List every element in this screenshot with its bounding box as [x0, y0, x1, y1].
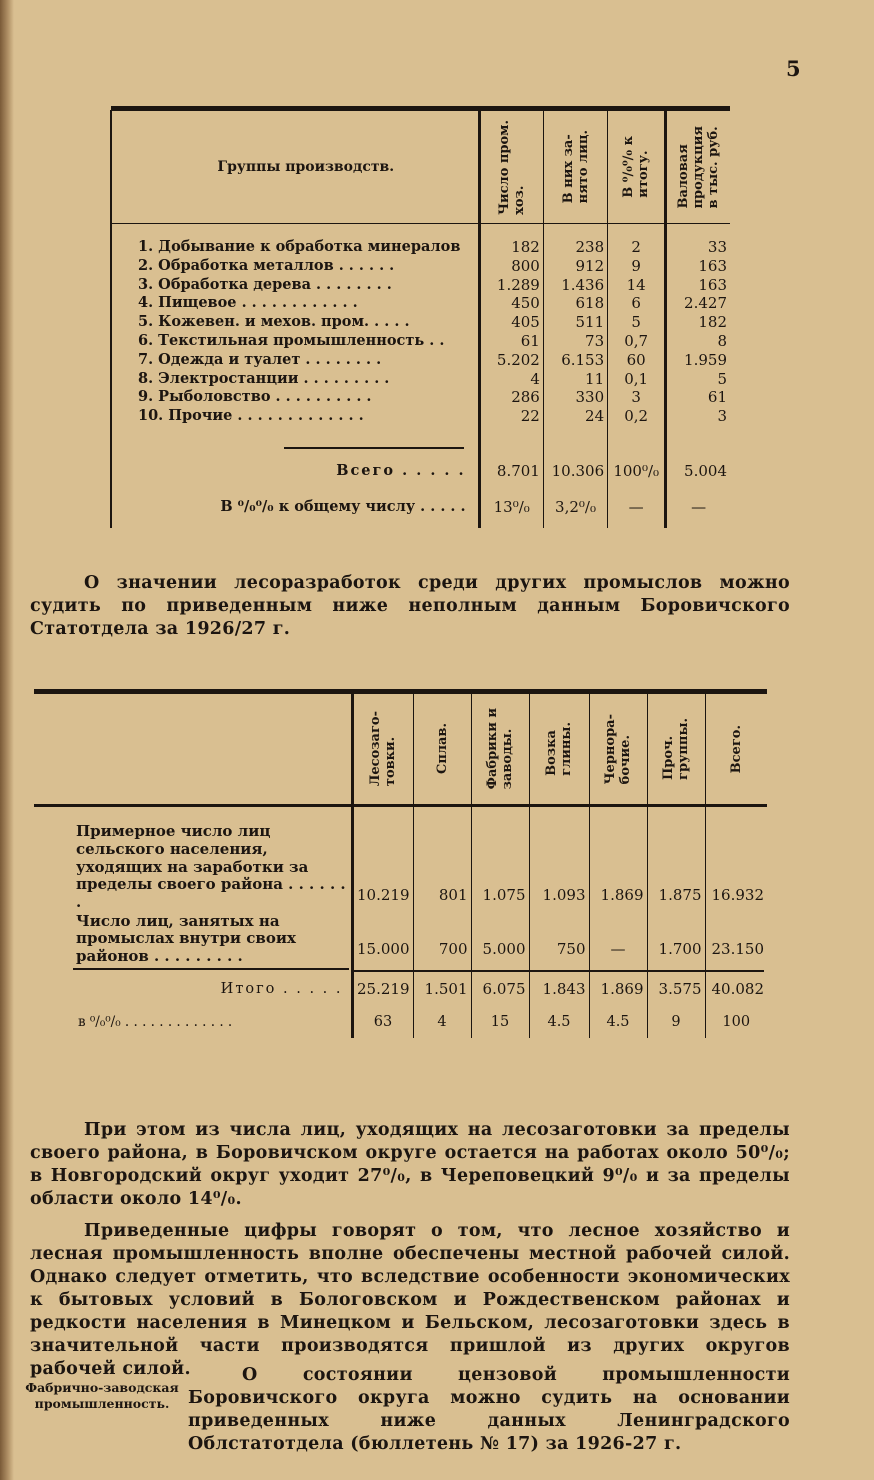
col-header-clay: Возка глины. — [544, 722, 574, 776]
table-row: 10. Прочие . . . . . . . . . . . . . 22 24 0,2 3 — [111, 407, 730, 426]
table-row: 5. Кожевен. и мехов. пром. . . . . 405 511 5 182 — [111, 313, 730, 332]
col-header-laborers: Чернора- бочие. — [603, 713, 633, 785]
table-row: 7. Одежда и туалет . . . . . . . . 5.202 6.153 60 1.959 — [111, 351, 730, 370]
production-groups-table — [110, 106, 730, 528]
table-row: 1. Добывание к обработка минералов 182 238 2 33 — [111, 238, 730, 257]
labor-distribution-table — [34, 689, 767, 1038]
percent-row: в ⁰/₀⁰/₀ . . . . . . . . . . . . . 63 4 15 4.5 4.5 9 100 — [34, 1006, 767, 1038]
paragraph-distribution: При этом из числа лиц, уходящих на лесозаготовки за пределы своего района, в Боровичском округе остается на работах около 50⁰/₀; в Новгородский округ уходит 27⁰/₀, в Череповецкий 9⁰/₀ и за пределы области около 14⁰/₀. — [30, 1120, 790, 1209]
table-row: 2. Обработка металлов . . . . . . 800 912 9 163 — [111, 257, 730, 276]
total-row: Итого . . . . . 25.219 1.501 6.075 1.843 1.869 3.575 40.082 — [34, 972, 767, 1006]
col-header-logging: Лесозаго- товки. — [368, 711, 398, 787]
group-header: Группы производств. — [111, 111, 479, 224]
table-row: Примерное число лиц сельского населения, уходящих на заработки за пределы своего района . . . . . . . 10.219 801 1.075 1.093 1.869 1.875 16.932 — [34, 806, 767, 912]
paragraph-intro: О значении лесоразработок среди других промыслов можно судить по приведенным ниже неполным данным Боровичского Статотдела за 1926/27 г. — [30, 573, 790, 639]
col-header-other: Проч. группы. — [661, 718, 691, 780]
col-header-persons: В них за- нято лиц. — [560, 130, 591, 204]
col-header-farms: Число пром. хоз. — [496, 119, 527, 215]
total-label: Всего . . . . . — [111, 456, 479, 486]
table-row: Число лиц, занятых на промыслах внутри своих районов . . . . . . . . . 15.000 700 5.000 750 — 1.700 23.150 — [34, 912, 767, 966]
col-header-total: Всего. — [728, 724, 744, 774]
page-edge — [0, 0, 14, 1480]
percent-row: В ⁰/₀⁰/₀ к общему числу . . . . . 13⁰/₀ 3,2⁰/₀ — — — [111, 486, 730, 528]
page-number: 5 — [786, 56, 801, 81]
table-row: 8. Электростанции . . . . . . . . . 4 11 0,1 5 — [111, 370, 730, 389]
total-separator-line — [73, 968, 349, 970]
paragraph-labor: Приведенные цифры говорят о том, что лесное хозяйство и лесная промышленность вполне обеспечены местной рабочей силой. Однако следует отметить, что вследствие особенности экономических к бытовых условий в Бологовском и Рождественском районах и редкости населения в Минецком и Бельском, лесозаготовки здесь в значительной части производятся пришлой из других округов рабочей силой. — [30, 1221, 790, 1379]
table-row: 4. Пищевое . . . . . . . . . . . . 450 618 6 2.427 — [111, 294, 730, 313]
col-header-output: Валовая продукция в тыс. руб. — [676, 125, 722, 209]
percent-label: В ⁰/₀⁰/₀ к общему числу . . . . . — [111, 486, 479, 528]
total-label: Итого . . . . . — [220, 980, 343, 997]
table-row: 9. Рыболовство . . . . . . . . . . 286 330 3 61 — [111, 388, 730, 407]
paragraph-industry: О состоянии цензовой промышленности Боровичского округа можно судить на основании приведенных ниже данных Ленинградского Облстатотдела (бюллетень № 17) за 1926-27 г. — [188, 1365, 790, 1454]
table-row: 6. Текстильная промышленность . . 61 73 0,7 8 — [111, 332, 730, 351]
col-header-rafting: Сплав. — [434, 723, 450, 775]
percent-label: в ⁰/₀⁰/₀ . . . . . . . . . . . . . — [78, 1013, 233, 1030]
table-row: 3. Обработка дерева . . . . . . . . 1.289 1.436 14 163 — [111, 276, 730, 295]
total-separator-line — [284, 447, 464, 449]
total-separator-line — [352, 970, 764, 972]
col-header-percent: В ⁰/₀⁰/₀ к итогу. — [621, 136, 652, 198]
col-header-factories: Фабрики и заводы. — [485, 708, 515, 790]
margin-note: Фабрично-заводская промышленность. — [25, 1380, 179, 1411]
total-row: Всего . . . . . 8.701 10.306 100⁰/₀ 5.004 — [111, 456, 730, 486]
